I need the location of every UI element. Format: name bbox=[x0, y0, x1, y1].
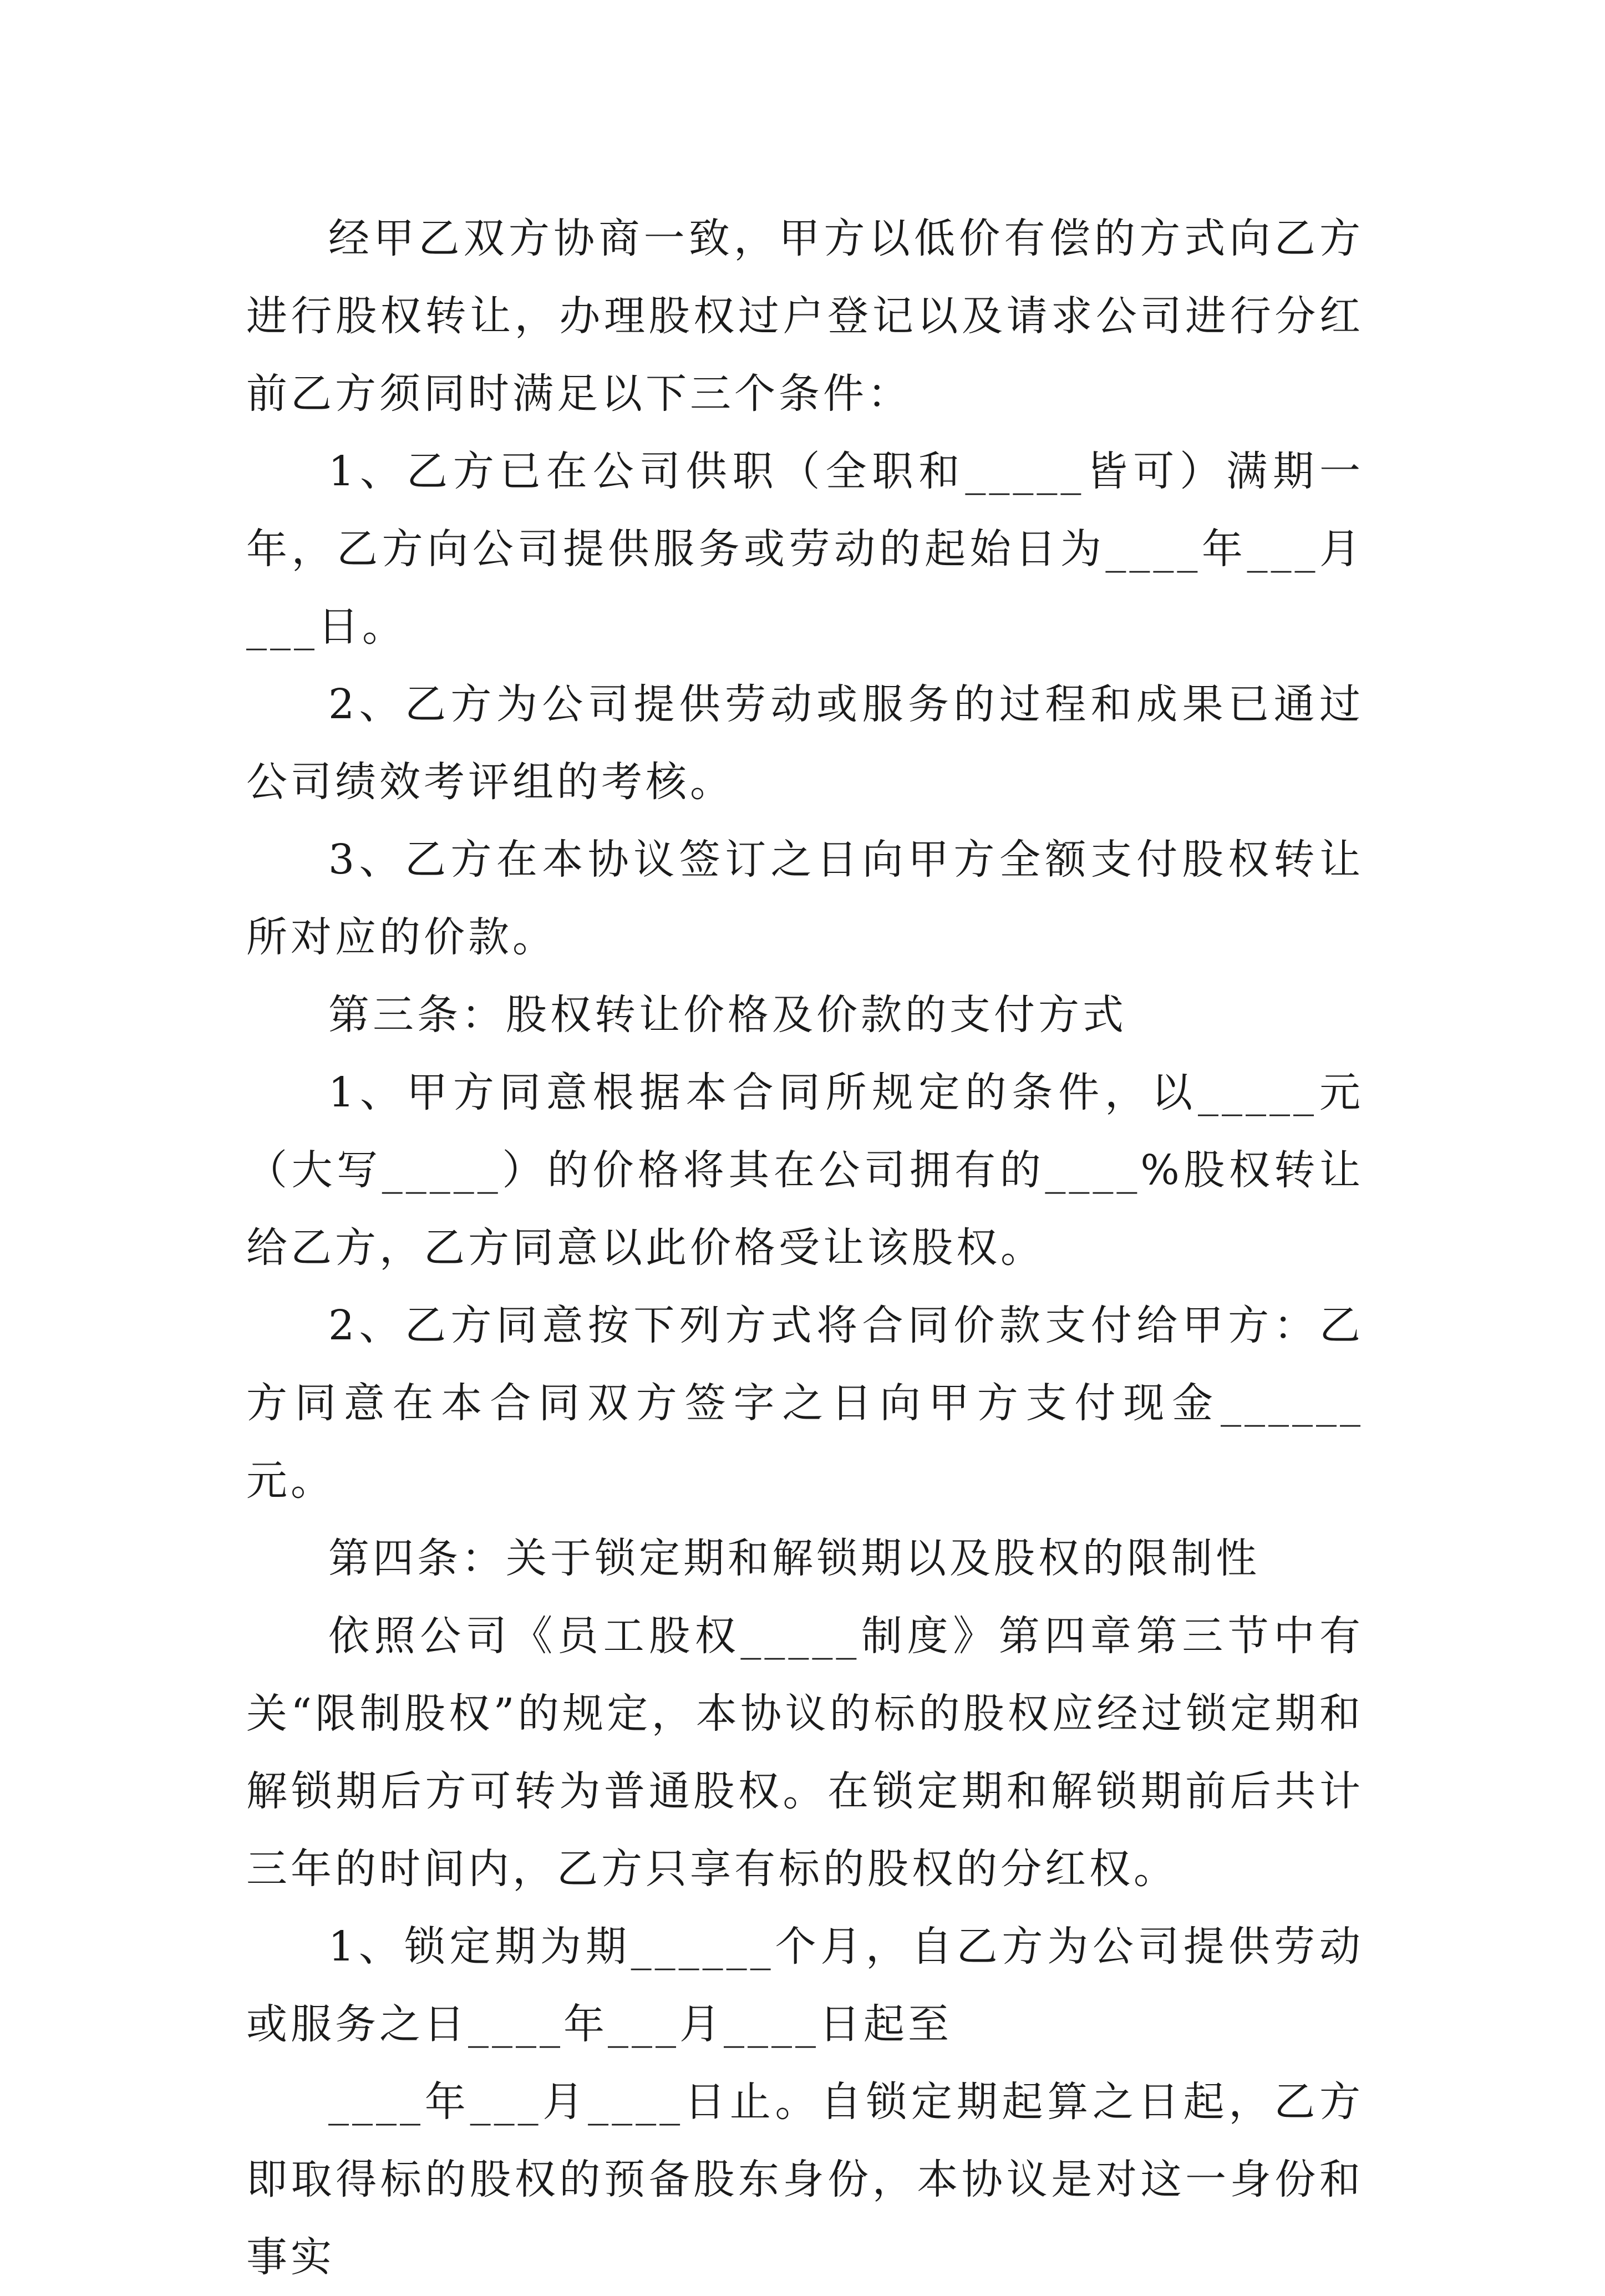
contract-body bbox=[246, 200, 1364, 2296]
article-3-clause-1: 1、甲方同意根据本合同所规定的条件，以_____元（大写_____）的价格将其在公司拥有的____%股权转让给乙方，乙方同意以此价格受让该股权。 bbox=[246, 1069, 1364, 1272]
article-4-clause-1: 1、锁定期为期______个月，自乙方为公司提供劳动或服务之日____年___月____日起至 bbox=[246, 1923, 1364, 2048]
article-4-clause-1-continued: ____年___月____日止。自锁定期起算之日起，乙方即取得标的股权的预备股东身份，本协议是对这一身份和事实 bbox=[246, 2078, 1364, 2281]
article-4-heading: 第四条：关于锁定期和解锁期以及股权的限制性 bbox=[328, 1535, 1260, 1582]
intro-paragraph: 经甲乙双方协商一致，甲方以低价有偿的方式向乙方进行股权转让，办理股权过户登记以及请求公司进行分红前乙方须同时满足以下三个条件： bbox=[246, 215, 1364, 418]
article-4-intro: 依照公司《员工股权_____制度》第四章第三节中有关“限制股权”的规定，本协议的标的股权应经过锁定期和解锁期后方可转为普通股权。在锁定期和解锁期前后共计三年的时间内，乙方只享有标的股权的分红权。 bbox=[246, 1612, 1364, 1893]
condition-2-paragraph: 2、乙方为公司提供劳动或服务的过程和成果已通过公司绩效考评组的考核。 bbox=[246, 680, 1364, 806]
article-3-heading: 第三条：股权转让价格及价款的支付方式 bbox=[328, 991, 1127, 1039]
article-3-clause-2: 2、乙方同意按下列方式将合同价款支付给甲方：乙方同意在本合同双方签字之日向甲方支付现金______元。 bbox=[246, 1302, 1364, 1505]
condition-3-paragraph: 3、乙方在本协议签订之日向甲方全额支付股权转让所对应的价款。 bbox=[246, 836, 1364, 961]
condition-1-paragraph: 1、乙方已在公司供职（全职和_____皆可）满期一年，乙方向公司提供服务或劳动的起始日为____年___月___日。 bbox=[246, 448, 1364, 651]
